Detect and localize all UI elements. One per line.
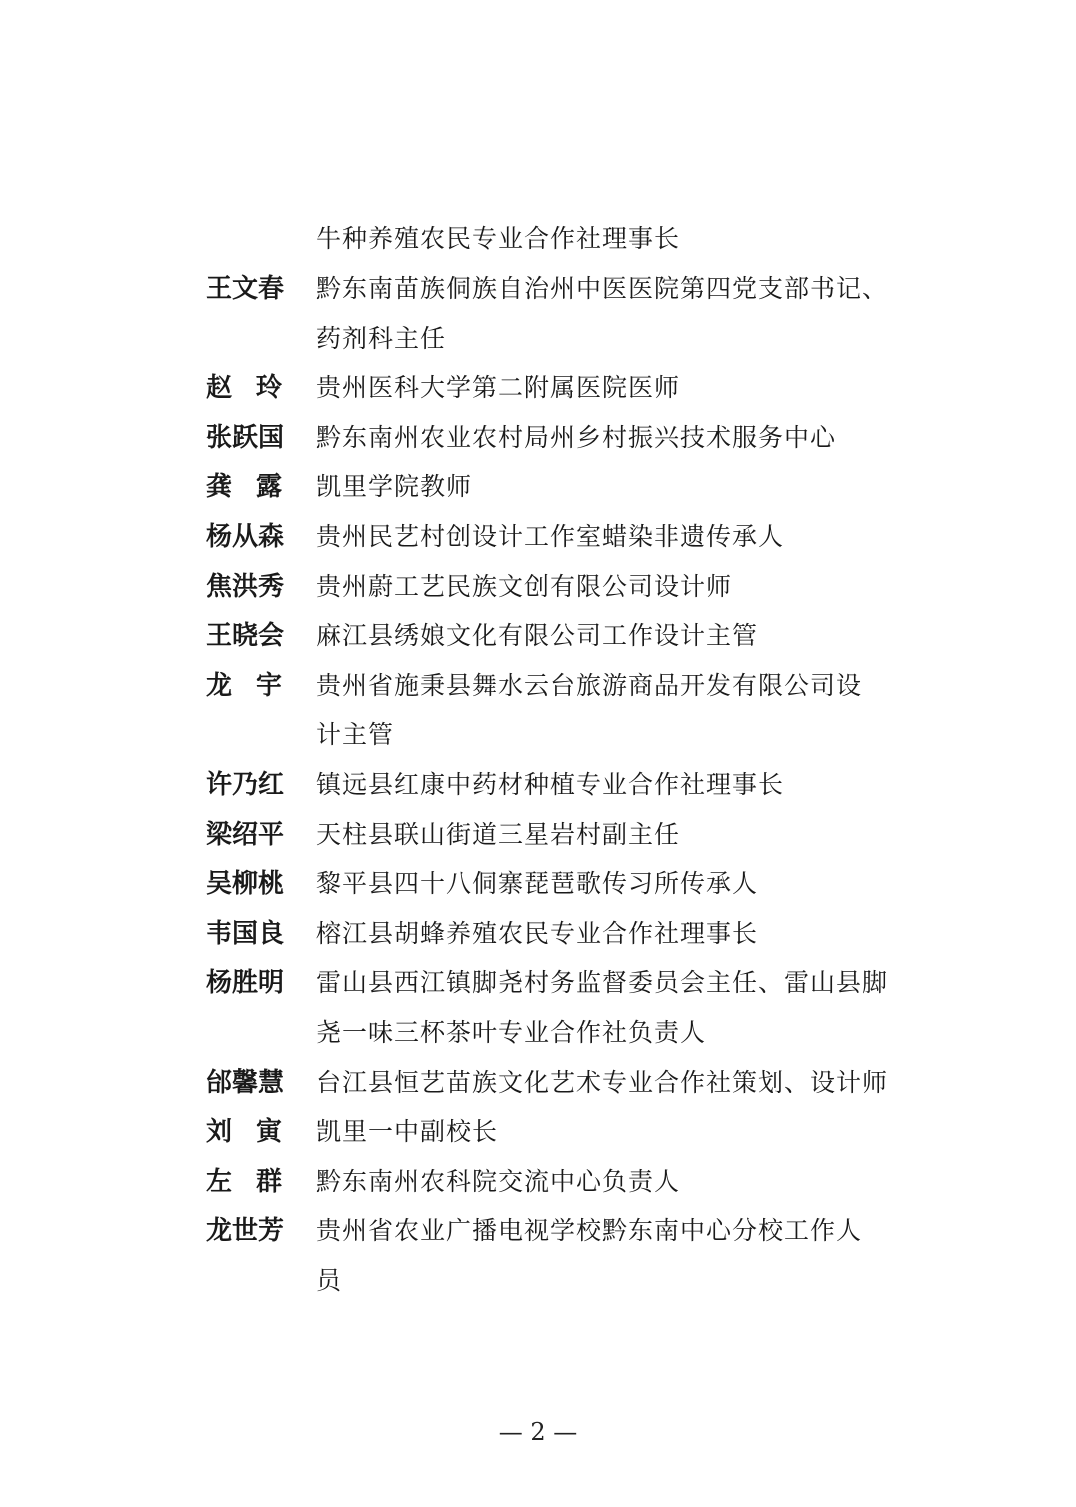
- person-title: 榕江县胡蜂养殖农民专业合作社理事长: [316, 918, 759, 948]
- person-title: 黔东南苗族侗族自治州中医医院第四党支部书记、: [316, 274, 889, 303]
- person-title: 贵州蔚工艺民族文创有限公司设计师: [316, 571, 733, 601]
- list-item: [0, 413, 1076, 463]
- person-name: 杨胜明: [206, 968, 285, 999]
- person-name: 邰馨慧: [206, 1067, 285, 1098]
- list-item: [0, 1157, 1076, 1207]
- person-title: 黔东南州农业农村局州乡村振兴技术服务中心: [316, 422, 837, 452]
- list-item: [0, 562, 1076, 612]
- list-item: [0, 760, 1076, 810]
- person-title: 黎平县四十八侗寨琵琶歌传习所传承人: [316, 869, 759, 899]
- person-name: 许乃红: [206, 770, 285, 800]
- person-name: 吴柳桃: [206, 869, 285, 900]
- person-title-continuation: 尧一味三杯茶叶专业合作社负责人: [316, 1018, 707, 1047]
- continuation-line: 牛种养殖农民专业合作社理事长: [316, 224, 681, 253]
- person-name: 龙世芳: [206, 1216, 285, 1247]
- person-title: 天柱县联山街道三星岩村副主任: [316, 819, 681, 849]
- list-item: [0, 512, 1076, 562]
- person-name: 王晓会: [206, 621, 285, 652]
- list-item: [0, 264, 1076, 314]
- person-name: 张跃国: [206, 422, 285, 453]
- person-title-continuation: 员: [316, 1266, 343, 1295]
- list-item: [0, 462, 1076, 512]
- person-name: 韦国良: [206, 918, 285, 949]
- person-name: 龙宇: [206, 670, 307, 701]
- person-title: 凯里一中副校长: [316, 1117, 499, 1147]
- person-title: 雷山县西江镇脚尧村务监督委员会主任、雷山县脚: [316, 968, 889, 998]
- person-name: 焦洪秀: [206, 571, 285, 602]
- person-title: 贵州医科大学第二附属医院医师: [316, 373, 681, 403]
- page-number: — 2 —: [498, 1418, 578, 1446]
- person-title: 贵州省农业广播电视学校黔东南中心分校工作人: [316, 1216, 863, 1246]
- person-title: 贵州民艺村创设计工作室蜡染非遗传承人: [316, 522, 785, 551]
- list-item: [0, 1008, 1076, 1058]
- list-item: [0, 1107, 1076, 1157]
- person-title: 台江县恒艺苗族文化艺术专业合作社策划、设计师: [316, 1067, 889, 1097]
- person-title: 黔东南州农科院交流中心负责人: [316, 1166, 681, 1196]
- person-title: 麻江县绣娘文化有限公司工作设计主管: [316, 621, 759, 651]
- list-item: [0, 661, 1076, 711]
- person-name: 刘寅: [206, 1117, 307, 1148]
- list-item: [0, 909, 1076, 959]
- continuation-row: [0, 214, 1076, 264]
- list-item: [0, 314, 1076, 364]
- person-title: 凯里学院教师: [316, 472, 473, 502]
- person-name: 梁绍平: [206, 819, 285, 850]
- list-item: [0, 958, 1076, 1008]
- person-name: 王文春: [206, 274, 285, 304]
- person-name: 赵玲: [206, 373, 307, 404]
- list-item: [0, 363, 1076, 413]
- list-item: [0, 810, 1076, 860]
- person-name: 左群: [206, 1166, 307, 1197]
- list-item: [0, 1206, 1076, 1256]
- list-item: [0, 859, 1076, 909]
- person-name: 杨从森: [206, 522, 285, 552]
- list-item: [0, 1256, 1076, 1306]
- list-item: [0, 1058, 1076, 1108]
- person-title-continuation: 药剂科主任: [316, 323, 447, 353]
- list-item: [0, 611, 1076, 661]
- person-title-continuation: 计主管: [316, 720, 395, 750]
- person-name: 龚露: [206, 472, 307, 503]
- person-title: 镇远县红康中药材种植专业合作社理事长: [316, 770, 785, 799]
- person-title: 贵州省施秉县舞水云台旅游商品开发有限公司设: [316, 670, 863, 700]
- list-item: [0, 710, 1076, 760]
